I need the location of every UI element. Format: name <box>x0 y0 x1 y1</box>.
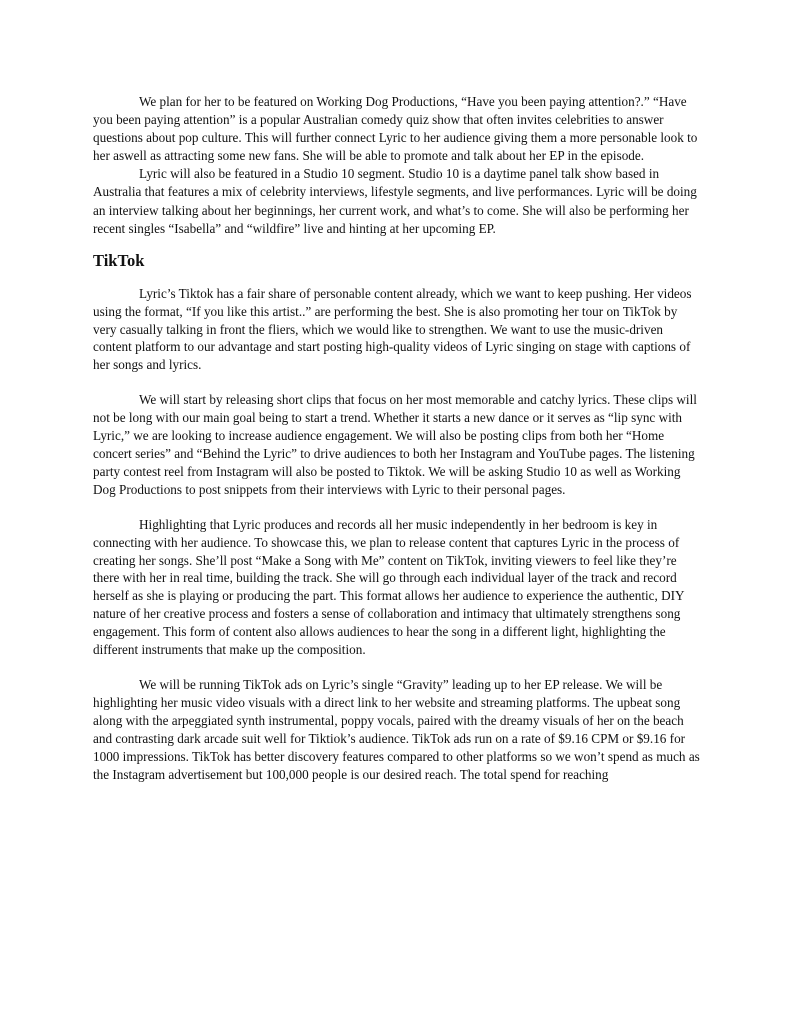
paragraph-tiktok-make-a-song: Highlighting that Lyric produces and records all her music independently in her bedroom is key in connecting with her audience. To showcase this, we plan to release content that captures Lyric in the process of creating her songs. She’ll post “Make a Song with Me” content on TikTok, inviting viewers to feel like they’re there with her in real time, building the track. She will go through each individual layer of the track and record herself as she is playing or producing the part. This format allows her audience to experience the authentic, DIY nature of her creative process and fosters a sense of collaboration and intimacy that ultimately strengthens song engagement. This form of content also allows audiences to hear the song in a different light, highlighting the different instruments that make up the composition. <box>93 516 685 658</box>
paragraph-tiktok-clips: We will start by releasing short clips that focus on her most memorable and catchy lyrics. These clips will not be long with our main goal being to start a trend. Whether it starts a new dance or it serves as “lip sync with Lyric,” we are looking to increase audience engagement. We will also be posting clips from both her “Home concert series” and “Behind the Lyric” to drive audiences to both her Instagram and YouTube pages. The listening party contest reel from Instagram will also be posted to Tiktok. We will be asking Studio 10 as well as Working Dog Productions to post snippets from their interviews with Lyric to their personal pages. <box>93 392 697 497</box>
paragraph-tiktok-ads: We will be running TikTok ads on Lyric’s single “Gravity” leading up to her EP release. We will be highlighting her music video visuals with a direct link to her website and streaming platforms. The upbeat song along with the arpeggiated synth instrumental, poppy vocals, paired with the dreamy visuals of her on the beach and contrasting dark arcade suit well for Tiktiok’s audience. TikTok ads run on a rate of $9.16 CPM or $9.16 for 1000 impressions. TikTok has better discovery features compared to other platforms so we won’t spend as much as the Instagram advertisement but 100,000 people is our desired reach. The total spend for reaching <box>93 676 700 782</box>
paragraph-spacer <box>93 499 700 516</box>
paragraph-tiktok-content: Lyric’s Tiktok has a fair share of personable content already, which we want to keep pushing. Her videos using the format, “If you like this artist..” are performing the best. She is also promoting her tour on TikTok by very casually talking in front the fliers, which we would like to strengthen. We want to use the music-driven content platform to our advantage and start posting high-quality videos of Lyric singing on stage with captions of her songs and lyrics. <box>93 285 692 373</box>
paragraph-spacer <box>93 659 700 676</box>
paragraph-studio-10: Lyric will also be featured in a Studio 10 segment. Studio 10 is a daytime panel talk show based in Australia that features a mix of celebrity interviews, lifestyle segments, and live performances. Lyric will be doing an interview talking about her beginnings, her current work, and what’s to come. She will also be performing her recent singles “Isabella” and “wildfire” live and hinting at her upcoming EP. <box>93 166 697 236</box>
section-heading-tiktok: TikTok <box>93 250 145 270</box>
paragraph-spacer <box>93 374 700 391</box>
document-body <box>93 93 700 783</box>
paragraph-working-dog: We plan for her to be featured on Working Dog Productions, “Have you been paying attention?.” “Have you been paying attention” is a popular Australian comedy quiz show that often invites celebrities to answer questions about pop culture. This will further connect Lyric to her audience giving them a more personable look to her aswell as attracting some new fans. She will be able to promote and talk about her EP in the episode. <box>93 94 698 164</box>
